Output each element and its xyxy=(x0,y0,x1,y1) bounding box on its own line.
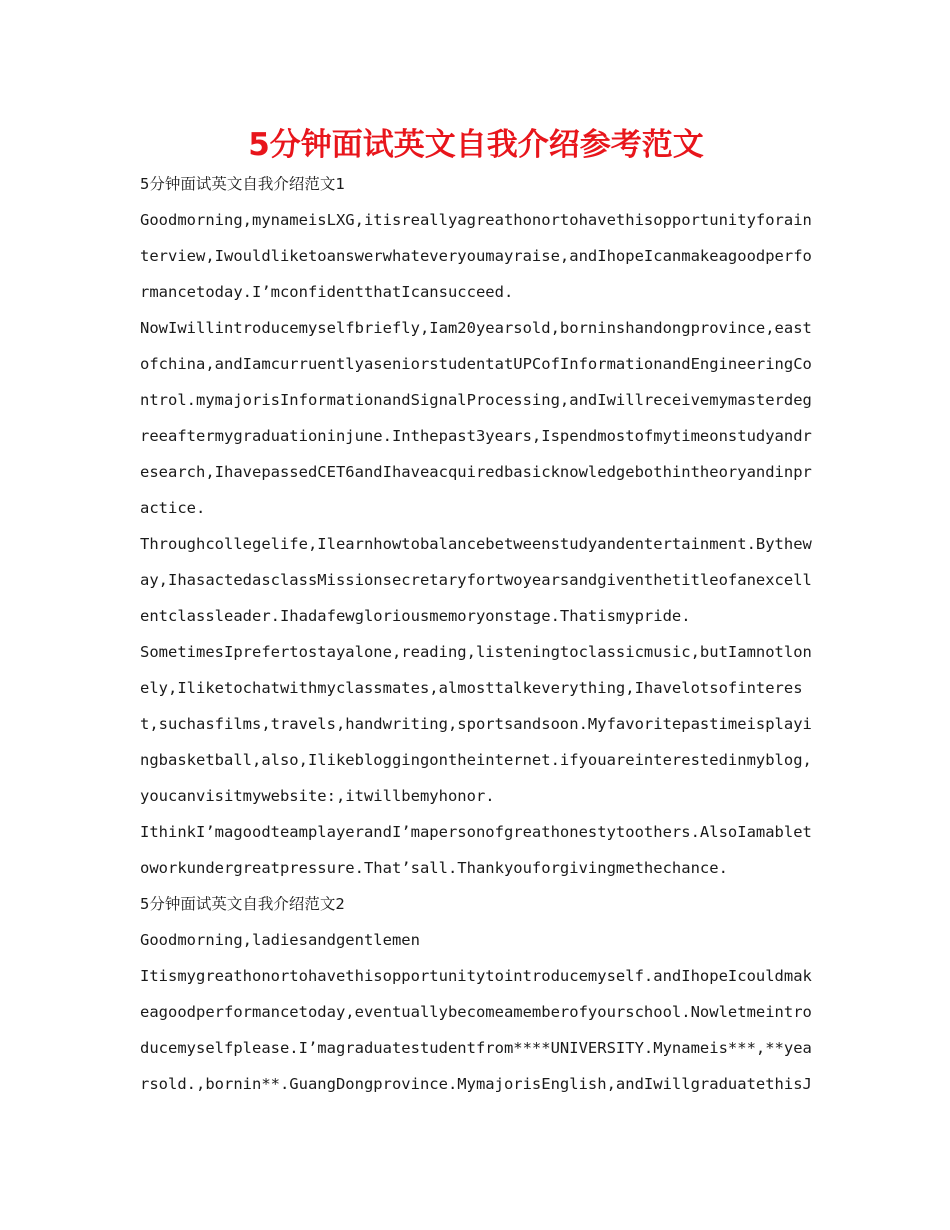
paragraph: IthinkI’magoodteamplayerandI’mapersonofgreathonestytoothers.AlsoIamabletoworkundergreatpressure.That’sall.Thankyouforgivingmethechance. xyxy=(140,823,812,877)
paragraph: Goodmorning,ladiesandgentlemen xyxy=(140,931,420,949)
section-heading-1: 5分钟面试英文自我介绍范文1 xyxy=(140,175,345,193)
document-body xyxy=(140,166,812,1102)
paragraph: Throughcollegelife,Ilearnhowtobalancebetweenstudyandentertainment.Bytheway,IhasactedasclassMissionsecretaryfortwoyearsandgiventhetitleofanexcellentclassleader.Ihadafewgloriousmemoryonstage.Thatismypride. xyxy=(140,535,812,625)
paragraph: SometimesIprefertostayalone,reading,listeningtoclassicmusic,butIamnotlonely,Iliketochatwithmyclassmates,almosttalkeverything,Ihavelotsofinterest,suchasfilms,travels,handwriting,sportsandsoon.Myfavoritepastimeisplayingbasketball,also,Ilikebloggingontheinternet.ifyouareinterestedinmyblog,youcanvisitmywebsite:,itwillbemyhonor. xyxy=(140,643,812,805)
section-heading-2: 5分钟面试英文自我介绍范文2 xyxy=(140,895,345,913)
document-title: 5分钟面试英文自我介绍参考范文 xyxy=(248,127,704,163)
paragraph: Goodmorning,mynameisLXG,itisreallyagreathonortohavethisopportunityforainterview,Iwouldliketoanswerwhateveryoumayraise,andIhopeIcanmakeagoodperformancetoday.I’mconfidentthatIcansucceed. xyxy=(140,211,812,301)
paragraph: NowIwillintroducemyselfbriefly,Iam20yearsold,borninshandongprovince,eastofchina,andIamcurruentlyaseniorstudentatUPCofInformationandEngineeringControl.mymajorisInformationandSignalProcessing,andIwillreceivemymasterdegreeaftermygraduationinjune.Inthepast3years,Ispendmostofmytimeonstudyandresearch,IhavepassedCET6andIhaveacquiredbasicknowledgebothintheoryandinpractice. xyxy=(140,319,812,517)
paragraph: Itismygreathonortohavethisopportunitytointroducemyself.andIhopeIcouldmakeagoodperformancetoday,eventuallybecomeamemberofyourschool.Nowletmeintroducemyselfplease.I’magraduatestudentfrom****UNIVERSITY.Mynameis***,**yearsold.,bornin**.GuangDongprovince.MymajorisEnglish,andIwillgraduatethisJ xyxy=(140,967,812,1093)
